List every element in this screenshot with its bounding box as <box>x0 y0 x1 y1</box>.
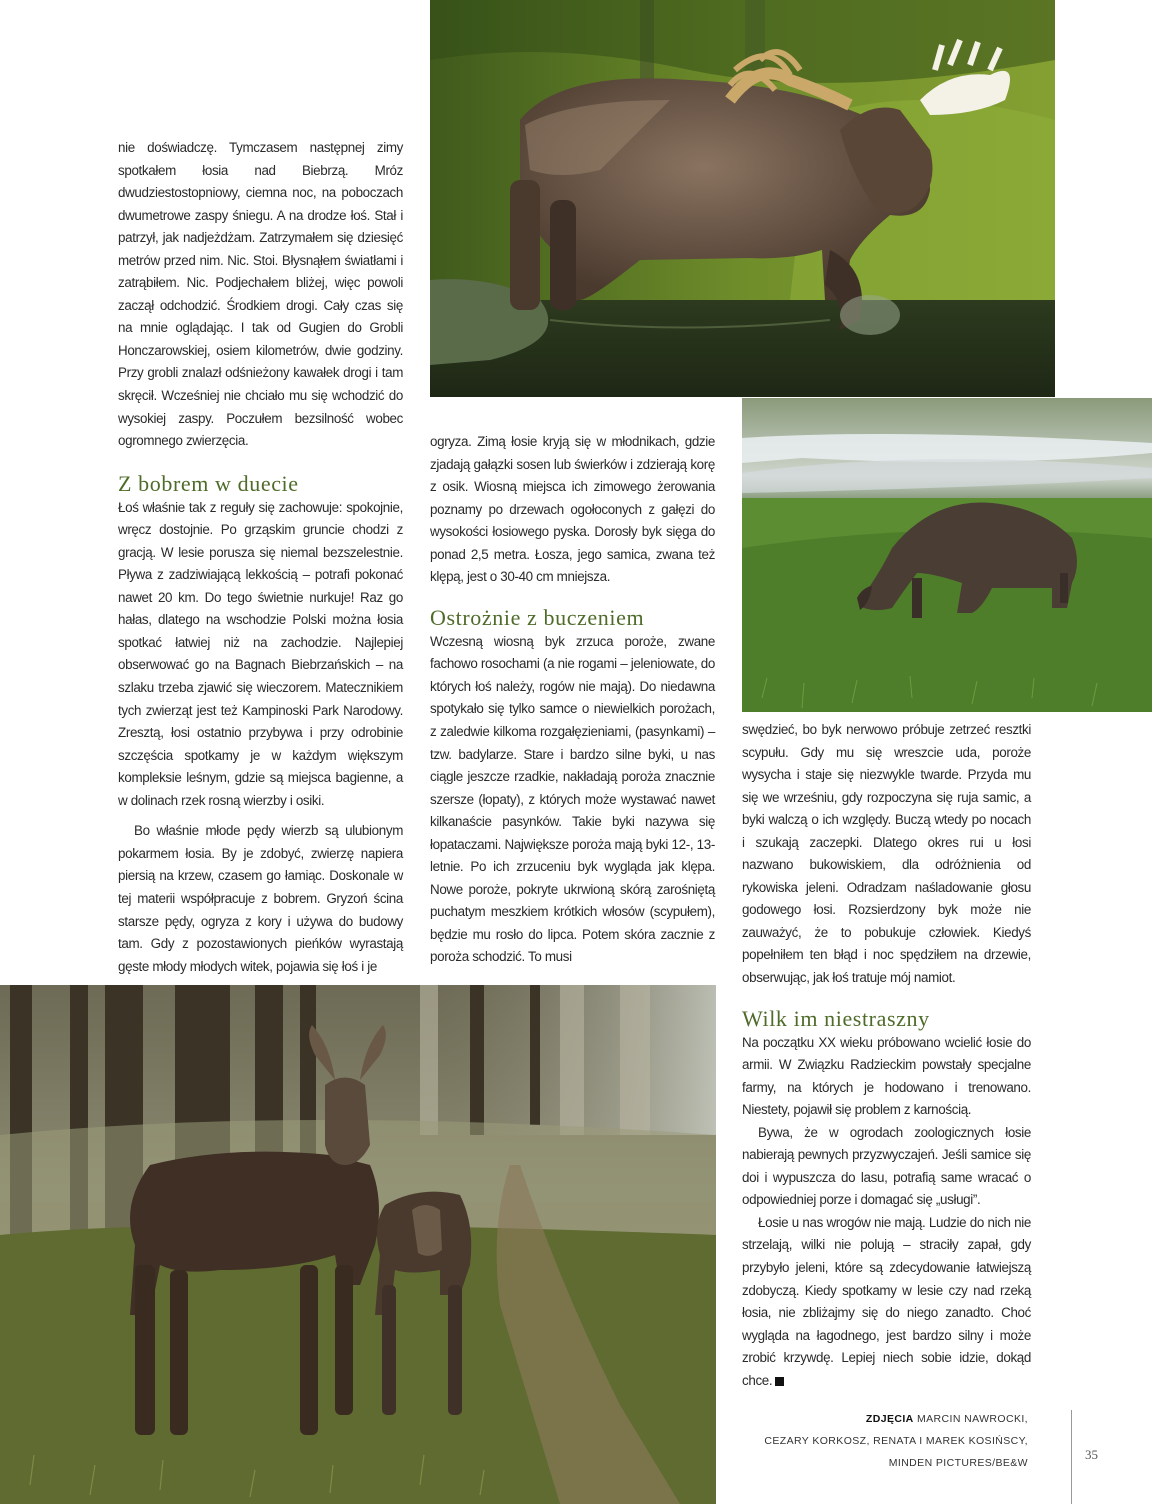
credits-line-1 <box>764 1408 1028 1430</box>
end-mark-icon <box>775 1377 784 1386</box>
section-heading: Wilk im niestraszny <box>742 1005 930 1031</box>
credits-names-1: MARCIN NAWROCKI, <box>916 1413 1028 1425</box>
photo-bull-moose-svg <box>430 0 1055 397</box>
article-paragraph: swędzieć, bo byk nerwowo próbuje zetrzeć resztki scypułu. Gdy mu się wreszcie uda, poroże wysycha i staje się niezwykle twarde. Przyda mu się we wrześniu, gdy rozpoczyna się ruja samic, a byki walczą o ich względy. Buczą wtedy po nocach i szukają zaczepki. Dlatego okres rui u łosi nazwano bukowiskiem, dla odróżnienia od rykowiska jeleni. Odradzam naśladowanie głosu godowego łosi. Rozsierdzony byk może nie zauważyć, że to pobukuje człowiek. Kiedyś popełniłem ten błąd i noc spędziłem na drzewie, obserwując, jak łoś tratuje mój namiot. <box>742 722 1031 986</box>
photo-grazing-moose-svg <box>742 398 1152 712</box>
article-column-3 <box>742 719 1031 1392</box>
section-heading: Ostrożnie z buczeniem <box>430 604 645 630</box>
section-heading: Z bobrem w duecie <box>118 470 299 496</box>
article-paragraph: Na początku XX wieku próbowano wcielić łosie do armii. W Związku Radzieckim powstały specjalne farmy, na których je hodowano i trenowano. Niestety, pojawił się problem z karnością. <box>742 1034 1031 1118</box>
photo-credits <box>764 1408 1028 1474</box>
folio-divider <box>1071 1410 1072 1504</box>
article-last-text: Łosie u nas wrogów nie mają. Ludzie do nich nie strzelają, wilki nie polują – straciły zapał, gdy przybyło jeleni, które są zdecydowanie łatwiejszą zdobyczą. Kiedy spotkamy w lesie czy nad rzeką łosia, nie zbliżajmy się do niego zanadto. Choć wygląda na łagodnego, jest bardzo silny i może zrobić krzywdę. Lepiej niech sobie idzie, dokąd chce. <box>742 1214 1031 1388</box>
article-paragraph: Bywa, że w ogrodach zoologicznych łosie nabierają pewnych przyzwyczajeń. Jeśli samice się doi i wypuszcza do lasu, potrafią same wracać o odpowiedniej porze i domagać się „usługi”. <box>742 1124 1031 1208</box>
photo-moose-cow-and-calf-forest <box>0 985 716 1504</box>
article-paragraph: Wczesną wiosną byk zrzuca poroże, zwane fachowo rosochami (a nie rogami – jeleniowate, do których łoś należy, rogów nie mają). Do niedawna spotykało się tylko samce o niewielkich porożach, z zaledwie kilkoma rozgałęzieniami, (pasynkami) – tzw. badylarze. Stare i bardzo silne byki, u nas ciągle jeszcze rzadkie, nakładają poroża znacznie szersze (łopaty), z których może wystawać nawet kilkanaście pasynków. Takie byki nazywa się łopataczami. Największe poroża mają byki 12-, 13-letnie. Po ich zrzuceniu byk wygląda jak klępa. Nowe poroże, pokryte ukrwioną skórą zarośniętą puchatym meszkiem krótkich włosów (scypułem), będzie mu rosło do lipca. Potem skóra zacznie z poroża schodzić. To musi <box>430 633 715 965</box>
photo-bull-moose-in-water <box>430 0 1055 397</box>
credits-line-2: CEZARY KORKOSZ, RENATA I MAREK KOSIŃSCY, <box>764 1435 1028 1447</box>
article-paragraph: Bo właśnie młode pędy wierzb są ulubionym pokarmem łosia. By je zdobyć, zwierzę napiera piersią na krzew, czasem go łamiąc. Doskonale w tej materii współpracuje z bobrem. Gryzoń ścina starsze pędy, ogryza z kory i używa do budowy tam. Gdy z pozostawionych pieńków wyrastają gęste młody młodych witek, pojawia się łoś i je <box>118 823 403 974</box>
photo-moose-grazing-meadow <box>742 398 1152 712</box>
article-paragraph-last <box>742 1212 1031 1392</box>
credits-line-3: MINDEN PICTURES/BE&W <box>888 1457 1028 1469</box>
article-column-1 <box>118 137 403 978</box>
article-paragraph: Łoś właśnie tak z reguły się zachowuje: spokojnie, wręcz dostojnie. Po grząskim gruncie chodzi z gracją. W lesie porusza się niemal bezszelestnie. Pływa z zadziwiającą lekkością – potrafi pokonać nawet 20 km. Do tego świetnie nurkuje! Raz go hałas, dlatego na wschodzie Polski można łosia spotkać łatwiej niż na zachodzie. Najlepiej obserwować go na Bagnach Biebrzańskich – na szlaku trzeba zjawić się wieczorem. Matecznikiem tych zwierząt jest też Kampinoski Park Narodowy. Zresztą, łosi ostatnio przybywa i przy odrobinie szczęścia spotkamy je w każdym większym kompleksie leśnym, gdzie są miejsca bagienne, a w dolinach rzek rosną wierzby i osiki. <box>118 499 403 808</box>
page-number: 35 <box>1085 1447 1098 1462</box>
photo-forest-moose-svg <box>0 985 716 1504</box>
article-column-2 <box>430 431 715 969</box>
article-paragraph: nie doświadczę. Tymczasem następnej zimy spotkałem łosia nad Biebrzą. Mróz dwudziestostopniowy, ciemna noc, na poboczach dwumetrowe zaspy śniegu. A na drodze łoś. Stał i patrzył, jak nadjeżdżam. Zatrzymałem się dziesięć metrów przed nim. Nic. Stoi. Błysnąłem światłami i zatrąbiłem. Nic. Podjechałem bliżej, więc powoli zaczął odchodzić. Środkiem drogi. Cały czas się na mnie oglądając. I tak od Gugien do Grobli Honczarowskiej, osiem kilometrów, dwie godziny. Przy grobli znalazł odśnieżony kawałek drogi i tam skręcił. Wcześniej nie chciało mu się wchodzić do wysokiej zaspy. Poczułem bezsilność wobec ogromnego zwierzęcia. <box>118 140 403 449</box>
credits-label: ZDJĘCIA <box>865 1413 914 1425</box>
article-paragraph: ogryza. Zimą łosie kryją się w młodnikach, gdzie zjadają gałązki sosen lub świerków i zdzierają korę z osik. Wiosną miejsca ich zimowego żerowania poznamy po drzewach ogołoconych z gałęzi do wysokości łosiowego pyska. Dorosły byk sięga do ponad 2,5 metra. Łosza, jego samica, zwana też klępą, jest o 30-40 cm mniejsza. <box>430 434 715 585</box>
